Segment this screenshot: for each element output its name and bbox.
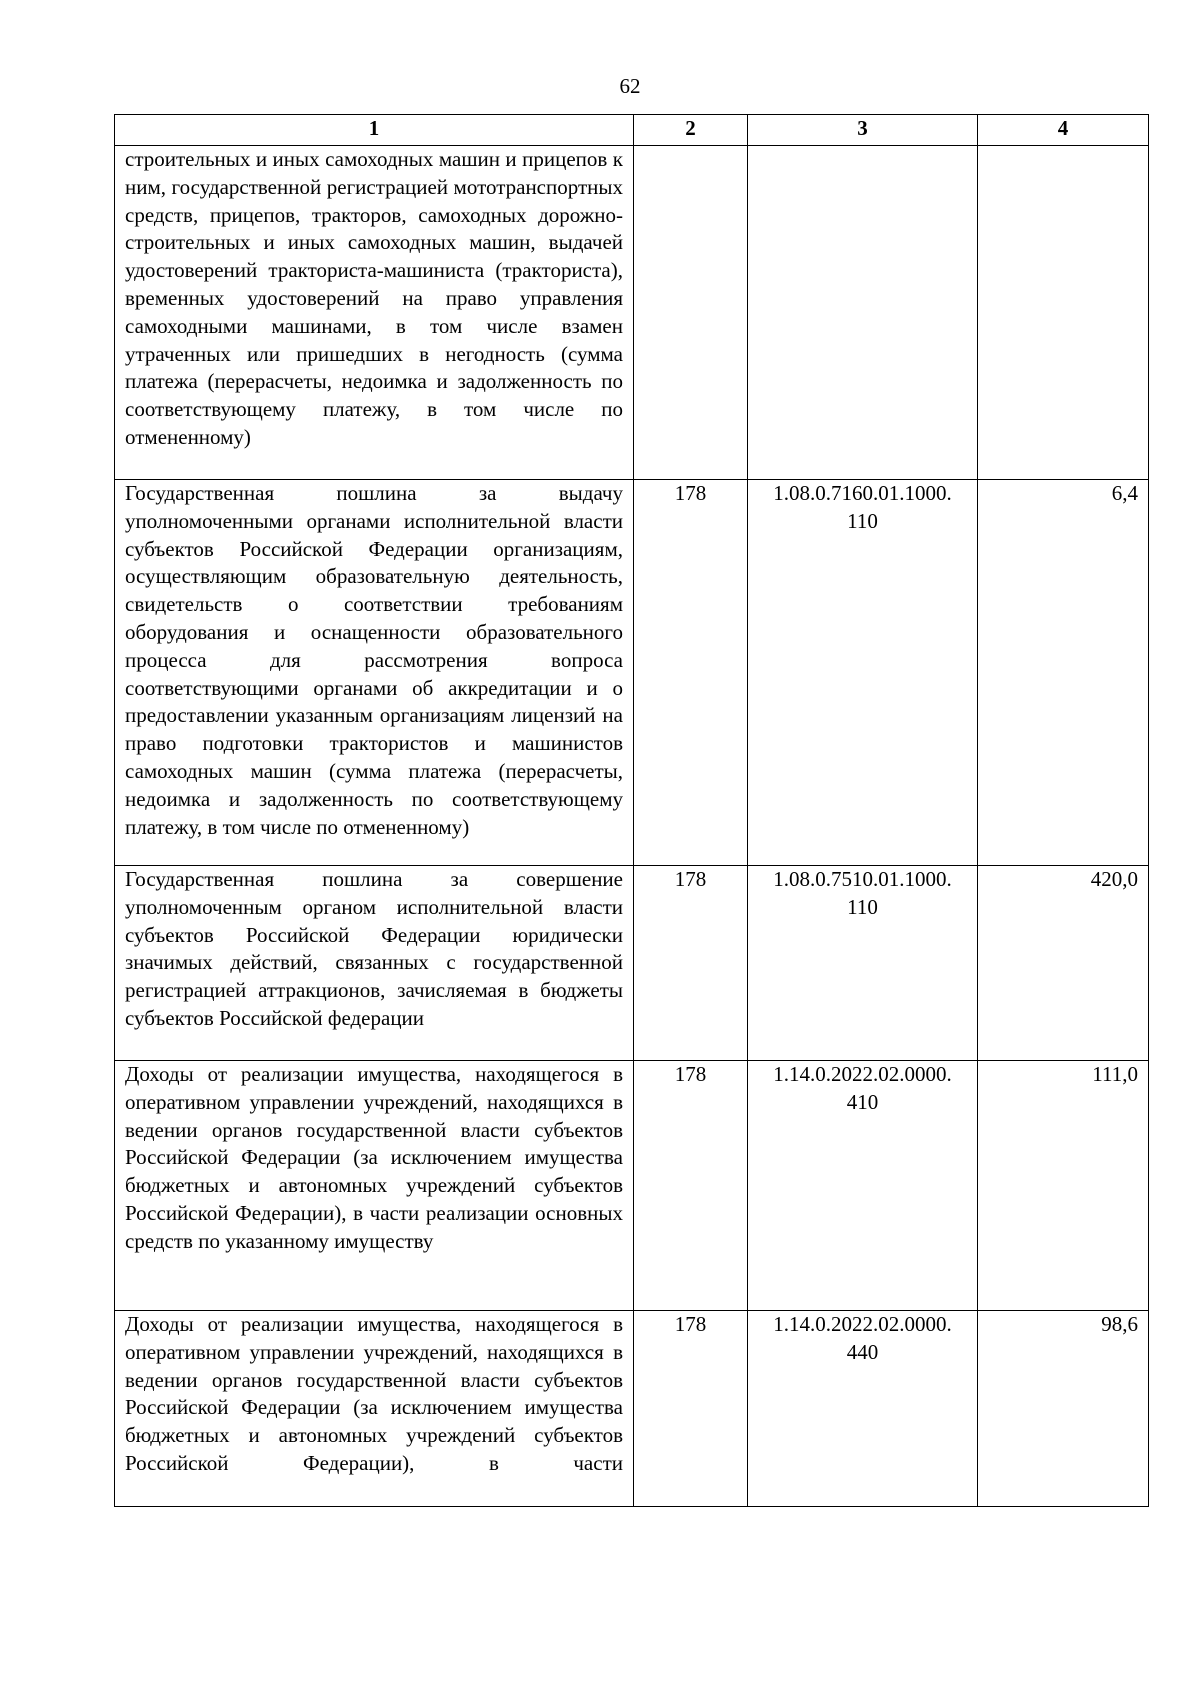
budget-code-line-1: 1.14.0.2022.02.0000. [773, 1062, 952, 1086]
row-budget-code [748, 1061, 978, 1311]
row-description: строительных и иных самоходных машин и прицепов к ним, государственной регистрацией мототранспортных средств, прицепов, тракторов, самоходных дорожно-строительных и иных самоходных машин, выдачей удостоверений тракториста-машиниста (тракториста), временных удостоверений на право управления самоходными машинами, в том числе взамен утраченных или пришедших в негодность (сумма платежа (перерасчеты, недоимка и задолженность по соответствующему платежу, в том числе по отмененному) [115, 146, 634, 480]
budget-code-line-2: 110 [847, 894, 878, 919]
budget-code-line-1: 1.14.0.2022.02.0000. [773, 1312, 952, 1336]
row-admin-code: 178 [634, 1311, 748, 1507]
row-description: Доходы от реализации имущества, находящегося в оперативном управлении учреждений, находящихся в ведении органов государственной власти субъектов Российской Федерации (за исключением имущества бюджетных и автономных учреждений субъектов Российской Федерации), в части [115, 1311, 634, 1507]
row-description: Государственная пошлина за выдачу уполномоченными органами исполнительной власти субъектов Российской Федерации организациям, осуществляющим образовательную деятельность, свидетельств о соответствии требованиям оборудования и оснащенности образовательного процесса для рассмотрения вопроса соответствующими органами об аккредитации и о предоставлении указанным организациям лицензий на право подготовки трактористов и машинистов самоходных машин (сумма платежа (перерасчеты, недоимка и задолженность по соответствующему платежу, в том числе по отмененному) [115, 480, 634, 866]
row-budget-code [748, 146, 978, 480]
table-row [115, 1061, 1149, 1311]
row-admin-code: 178 [634, 480, 748, 866]
budget-code-line-2: 410 [846, 1089, 879, 1114]
table-row [115, 146, 1149, 480]
page-number: 62 [619, 74, 641, 98]
row-amount: 111,0 [978, 1061, 1149, 1311]
revenue-table [114, 114, 1149, 1507]
column-header-1: 1 [115, 115, 634, 146]
table-row [115, 480, 1149, 866]
budget-code-line-1: 1.08.0.7160.01.1000. [773, 481, 952, 505]
budget-code-line-2: 440 [846, 1339, 879, 1364]
column-header-4: 4 [978, 115, 1149, 146]
column-header-2: 2 [634, 115, 748, 146]
row-admin-code: 178 [634, 866, 748, 1061]
row-budget-code [748, 480, 978, 866]
row-description: Доходы от реализации имущества, находящегося в оперативном управлении учреждений, находящихся в ведении органов государственной власти субъектов Российской Федерации (за исключением имущества бюджетных и автономных учреждений субъектов Российской Федерации), в части реализации основных средств по указанному имуществу [115, 1061, 634, 1311]
budget-code-line-1: 1.08.0.7510.01.1000. [773, 867, 952, 891]
table-row [115, 866, 1149, 1061]
row-amount [978, 146, 1149, 480]
table-header-row [115, 115, 1149, 146]
row-description: Государственная пошлина за совершение уполномоченным органом исполнительной власти субъектов Российской Федерации юридически значимых действий, связанных с государственной регистрацией аттракционов, зачисляемая в бюджеты субъектов Российской федерации [115, 866, 634, 1061]
row-admin-code [634, 146, 748, 480]
row-amount: 420,0 [978, 866, 1149, 1061]
row-amount: 6,4 [978, 480, 1149, 866]
row-budget-code [748, 1311, 978, 1507]
row-admin-code: 178 [634, 1061, 748, 1311]
column-header-3: 3 [748, 115, 978, 146]
budget-code-line-2: 110 [847, 508, 878, 533]
row-budget-code [748, 866, 978, 1061]
row-amount: 98,6 [978, 1311, 1149, 1507]
table-row [115, 1311, 1149, 1507]
